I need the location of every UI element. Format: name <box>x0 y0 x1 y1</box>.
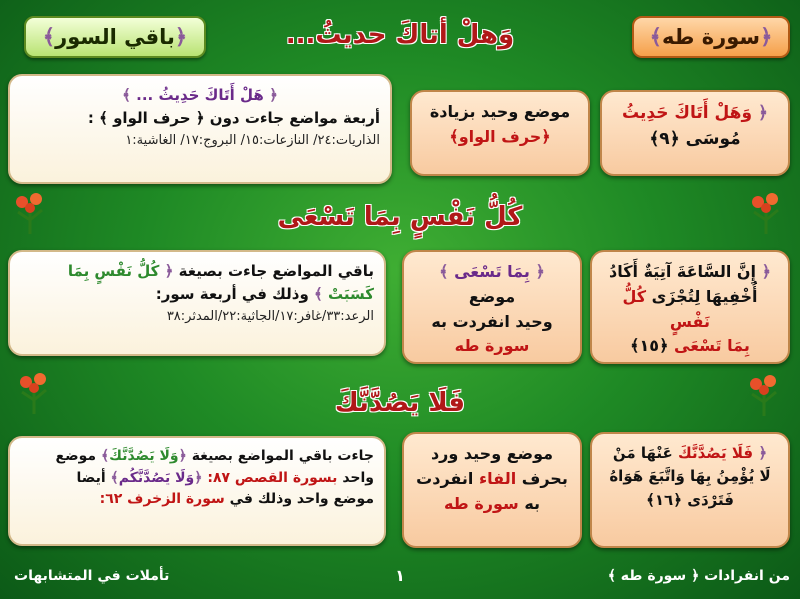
surah-taha-label: سورة طه <box>661 25 761 49</box>
other-surahs-label: باقي السور <box>55 25 175 49</box>
surah-taha-tab[interactable] <box>632 16 790 58</box>
page-number: ١ <box>395 566 405 585</box>
ornament-icon: ﴾ <box>42 25 56 49</box>
note-card-fa: موضع وحيد ورد بحرف الفاء انفردت به سورة طه <box>402 432 582 548</box>
footer-title: تأملات في المتشابهات <box>14 568 170 584</box>
verse-card-taha-16: ﴿ فَلَا يَصُدَّنَّكَ عَنْهَا مَنْ لَا يُؤْمِنُ بِهَا وَاتَّبَعَ هَوَاهُ فَتَرْدَى ﴿١٦﴾ <box>590 432 790 548</box>
section-title-2: كُلُّ نَفْسٍ بِمَا تَسْعَى <box>277 202 523 232</box>
flower-icon <box>744 372 784 416</box>
flower-icon <box>10 190 50 234</box>
note-card-other-surahs-3: جاءت باقي المواضع بصيغة ﴿وَلَا يَصُدَّنَّكَ﴾ موضع واحد بسورة القصص ٨٧: ﴿وَلَا يَصُدَّنَّكُم﴾ أيضا موضع واحد وذلك في سورة الزخرف ٦٢: <box>8 436 386 546</box>
flower-icon <box>746 190 786 234</box>
note-card-other-surahs-2: باقي المواضع جاءت بصيغة ﴿ كُلُّ نَفْسٍ بِمَا كَسَبَتْ ﴾ وذلك في أربعة سور: الرعد:٣٣/غافر:١٧/الجاثية:٢٢/المدثر:٣٨ <box>8 250 386 356</box>
verse-card-taha-9: ﴿ وَهَلْ أَتَاكَ حَدِيثُ مُوسَى ﴿٩﴾ <box>600 90 790 176</box>
ornament-icon: ﴿ <box>760 25 773 49</box>
note-card-waw: موضع وحيد بزيادة ﴿حرف الواو﴾ <box>410 90 590 176</box>
ornament-icon: ﴿ <box>174 25 188 49</box>
other-surahs-tab[interactable] <box>24 16 206 58</box>
section-title-1: وَهلْ أتاكَ حديثُ... <box>285 20 515 50</box>
flower-icon <box>14 370 54 414</box>
note-card-bima-tasa: ﴿ بِمَا تَسْعَى ﴾ موضع وحيد انفردت به سورة طه <box>402 250 582 364</box>
ornament-icon: ﴾ <box>649 25 662 49</box>
section-title-3: فَلَا يَصُدَّنَّكَ <box>334 388 466 418</box>
verse-card-taha-15: ﴿ إِنَّ السَّاعَةَ آتِيَةٌ أَكَادُ أُخْفِيهَا لِتُجْزَى كُلُّ نَفْسٍ بِمَا تَسْعَى ﴿١٥﴾ <box>590 250 790 364</box>
footer-series: من انفرادات ﴿ سورة طه ﴾ <box>607 568 790 584</box>
note-card-other-surahs-1: ﴿ هَلْ أَتَاكَ حَدِيثُ ... ﴾ أربعة مواضع جاءت دون ﴿ حرف الواو ﴾ : الذاريات:٢٤/ النازعات:١٥/ البروج:١٧/ الغاشية:١ <box>8 74 392 184</box>
